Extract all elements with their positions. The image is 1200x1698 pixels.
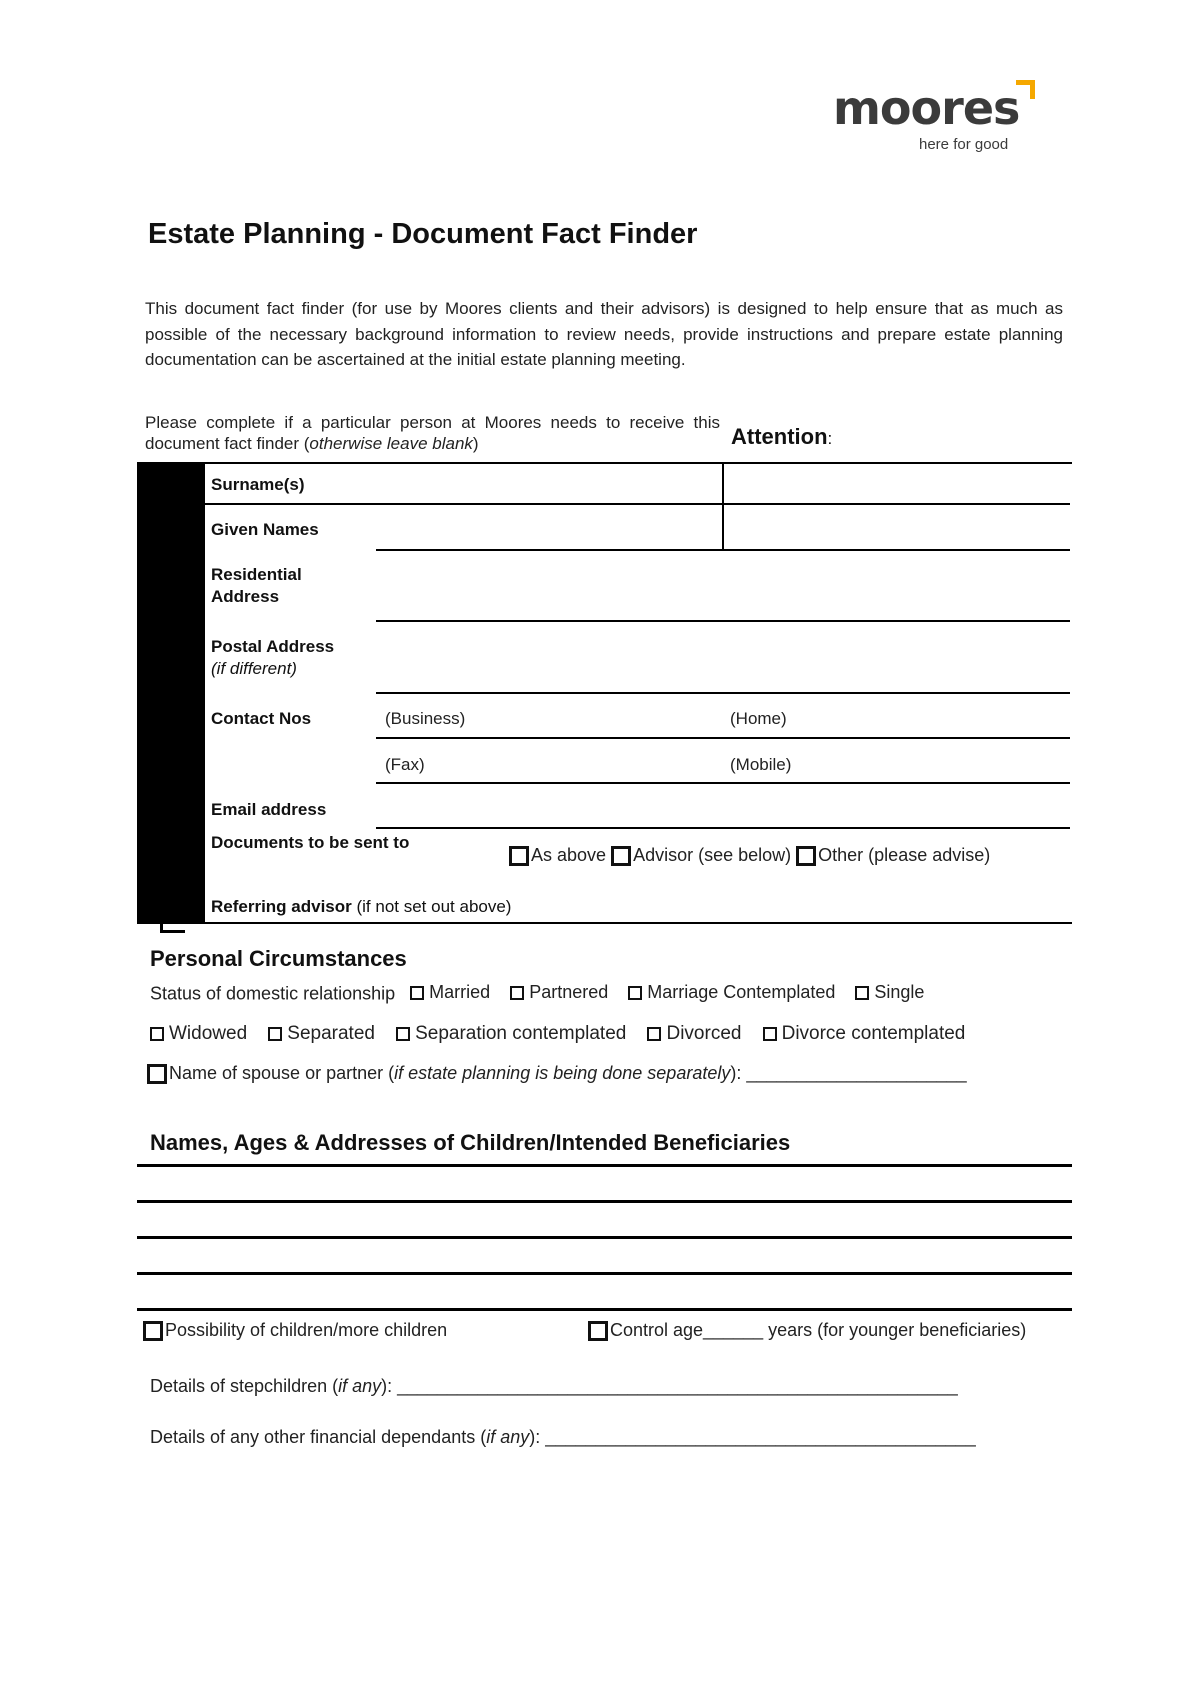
spouse-name-field[interactable] <box>147 1063 967 1084</box>
status-divorced[interactable] <box>647 1023 741 1045</box>
checkbox-icon[interactable] <box>763 1027 777 1041</box>
attention-note <box>145 412 720 454</box>
stepchildren-row[interactable] <box>150 1376 958 1397</box>
stepchildren-suffix: ): ________________________________________________________ <box>381 1376 958 1396</box>
personal-circumstances-heading: Personal Circumstances <box>150 946 407 971</box>
form-bottom-rule <box>137 922 1072 924</box>
documents-options <box>509 845 990 871</box>
checkbox-icon[interactable] <box>647 1027 661 1041</box>
spouse-italic: if estate planning is being done separately <box>394 1063 731 1083</box>
residential-label <box>211 564 302 608</box>
page-title: Estate Planning - Document Fact Finder <box>148 218 698 250</box>
spouse-name-row <box>147 1063 967 1089</box>
doc-option-advisor[interactable] <box>611 845 791 866</box>
logo-tagline: here for good <box>919 136 1009 153</box>
status-separation-contemplated[interactable] <box>396 1023 626 1045</box>
postal-address-input[interactable] <box>376 623 1070 692</box>
dependants-suffix: ): ___________________________________________ <box>529 1427 976 1447</box>
documents-label: Documents to be sent to <box>211 833 410 852</box>
status-marriage-contemplated[interactable] <box>628 982 835 1003</box>
fax-field[interactable]: (Fax) <box>385 755 425 774</box>
referring-label <box>211 896 511 918</box>
given-names-rule <box>376 549 1070 551</box>
control-age-checkbox[interactable] <box>588 1320 1026 1341</box>
postal-rule <box>376 692 1070 694</box>
mobile-field[interactable]: (Mobile) <box>730 755 792 774</box>
checkbox-icon[interactable] <box>143 1321 163 1341</box>
checkbox-icon[interactable] <box>628 986 642 1000</box>
attention-note-suffix: ) <box>472 434 479 453</box>
status-option-label: Single <box>874 982 925 1002</box>
checkbox-icon[interactable] <box>147 1064 167 1084</box>
form-side-bar <box>137 462 205 922</box>
beneficiaries-line-5[interactable] <box>137 1308 1072 1311</box>
email-input[interactable] <box>376 788 1070 827</box>
doc-option-label: As above <box>531 845 607 865</box>
referring-label-text: Referring advisor <box>211 897 352 916</box>
status-married[interactable] <box>410 982 490 1003</box>
home-phone-field[interactable]: (Home) <box>730 709 787 728</box>
intro-paragraph: This document fact finder (for use by Moores clients and their advisors) is designed to help ensure that as much as possible of the necessary background information to review needs, provide instructions and prepare estate planning documentation can be ascertained at the initial estate planning meeting. <box>145 299 1063 369</box>
checkbox-icon[interactable] <box>510 986 524 1000</box>
status-partnered[interactable] <box>510 982 608 1003</box>
checkbox-icon[interactable] <box>509 846 529 866</box>
residential-address-input[interactable] <box>376 552 1070 620</box>
attention-note-text: Please complete if a particular person at Moores needs to receive this document fact finder ( <box>145 413 720 453</box>
postal-label <box>211 636 334 680</box>
possibility-children-checkbox[interactable] <box>143 1320 447 1341</box>
spouse-prefix: Name of spouse or partner ( <box>169 1063 395 1083</box>
checkbox-icon[interactable] <box>855 986 869 1000</box>
checkbox-icon[interactable] <box>268 1027 282 1041</box>
status-row-2 <box>150 1023 965 1047</box>
postal-sub-label: (if different) <box>211 659 297 678</box>
contact-rule-2 <box>376 782 1070 784</box>
attention-input[interactable] <box>724 464 1070 503</box>
given-names-extra-input[interactable] <box>724 505 1070 549</box>
doc-option-as-above[interactable] <box>509 845 606 866</box>
spouse-suffix: ): ______________________ <box>730 1063 967 1083</box>
status-separated[interactable] <box>268 1023 375 1045</box>
surname-input[interactable] <box>376 464 720 503</box>
stepchildren-italic: if any <box>338 1376 382 1396</box>
status-option-label: Separated <box>287 1023 375 1044</box>
residential-label-line2: Address <box>211 587 280 606</box>
control-age-label: Control age______ years (for younger beneficiaries) <box>610 1320 1027 1340</box>
status-divorce-contemplated[interactable] <box>763 1023 966 1045</box>
status-widowed[interactable] <box>150 1023 247 1045</box>
beneficiaries-line-3[interactable] <box>137 1236 1072 1239</box>
form-corner-tick <box>160 918 185 933</box>
surname-label: Surname(s) <box>211 475 305 494</box>
attention-colon: : <box>827 429 833 448</box>
doc-option-label: Other (please advise) <box>818 845 991 865</box>
contact-rule-1 <box>376 737 1070 739</box>
doc-option-other[interactable] <box>796 845 990 866</box>
status-option-label: Married <box>429 982 491 1002</box>
residential-rule <box>376 620 1070 622</box>
status-option-label: Partnered <box>529 982 609 1002</box>
attention-label <box>731 424 832 450</box>
attention-label-text: Attention <box>731 424 828 449</box>
referring-note: (if not set out above) <box>351 897 512 916</box>
email-rule <box>376 827 1070 829</box>
contact-label: Contact Nos <box>211 709 312 728</box>
status-single[interactable] <box>855 982 924 1003</box>
checkbox-icon[interactable] <box>588 1321 608 1341</box>
status-option-label: Marriage Contemplated <box>647 982 836 1002</box>
status-option-label: Widowed <box>169 1023 248 1044</box>
control-age-row <box>588 1320 1026 1346</box>
beneficiaries-line-1[interactable] <box>137 1164 1072 1167</box>
dependants-row[interactable] <box>150 1427 976 1448</box>
attention-note-italic: otherwise leave blank <box>309 434 473 453</box>
residential-label-line1: Residential <box>211 565 302 584</box>
doc-option-label: Advisor (see below) <box>633 845 792 865</box>
beneficiaries-line-2[interactable] <box>137 1200 1072 1203</box>
checkbox-icon[interactable] <box>611 846 631 866</box>
checkbox-icon[interactable] <box>796 846 816 866</box>
dependants-italic: if any <box>486 1427 530 1447</box>
stepchildren-prefix: Details of stepchildren ( <box>150 1376 339 1396</box>
moores-logo <box>833 80 1043 160</box>
checkbox-icon[interactable] <box>410 986 424 1000</box>
status-option-label: Separation contemplated <box>415 1023 627 1044</box>
checkbox-icon[interactable] <box>150 1027 164 1041</box>
status-row-1 <box>150 982 924 1005</box>
given-names-label: Given Names <box>211 520 319 539</box>
status-option-label: Divorced <box>666 1023 742 1044</box>
postal-label-text: Postal Address <box>211 637 335 656</box>
possibility-label: Possibility of children/more children <box>165 1320 448 1340</box>
given-names-input[interactable] <box>376 505 720 549</box>
logo-wordmark: moores <box>833 81 1020 135</box>
possibility-row <box>143 1320 447 1346</box>
logo-corner-mark <box>1016 80 1035 99</box>
email-label: Email address <box>211 800 327 819</box>
children-heading: Names, Ages & Addresses of Children/Intended Beneficiaries <box>150 1130 791 1155</box>
checkbox-icon[interactable] <box>396 1027 410 1041</box>
business-phone-field[interactable]: (Business) <box>385 709 466 728</box>
status-label: Status of domestic relationship <box>150 983 396 1004</box>
dependants-prefix: Details of any other financial dependants ( <box>150 1427 487 1447</box>
status-option-label: Divorce contemplated <box>781 1023 966 1044</box>
beneficiaries-line-4[interactable] <box>137 1272 1072 1275</box>
